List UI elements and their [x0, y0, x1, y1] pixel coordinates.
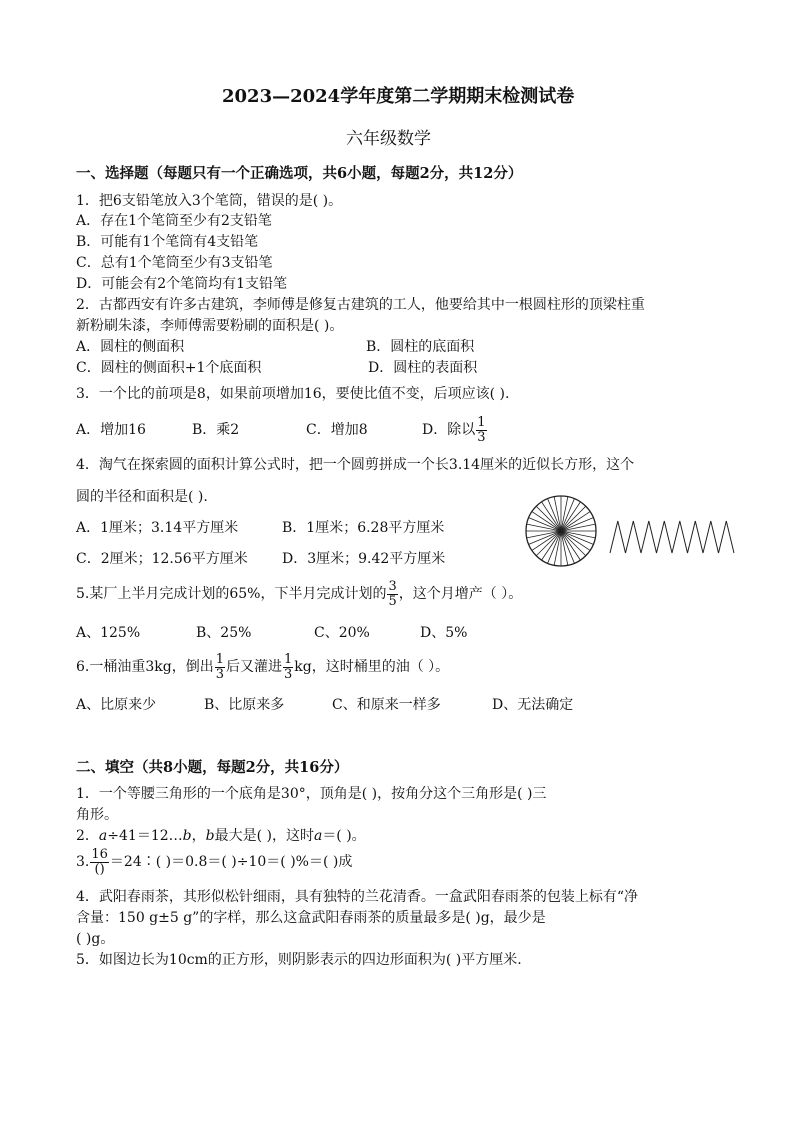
q6-fraction-2	[283, 653, 293, 682]
fill-q3	[76, 843, 352, 881]
q6-option-a: A、比原来少	[76, 697, 157, 713]
fill-q2-prefix: 2．	[76, 828, 99, 844]
q5-option-a: A、125%	[76, 625, 141, 641]
fill-q1-line2: 角形。	[76, 807, 118, 823]
fraction-numerator: 1	[284, 651, 293, 667]
fill-q2-comma: ，	[191, 828, 206, 844]
fraction-denominator: 3	[215, 666, 224, 682]
variable-b: b	[205, 828, 215, 844]
q5-fraction	[387, 580, 397, 609]
q1-option-c: C．总有1个笔筒至少有3支铅笔	[76, 255, 273, 271]
q4-option-c: C．2厘米；12.56平方厘米	[76, 551, 248, 567]
q3-option-d-prefix: D．除以	[422, 422, 476, 438]
q5-option-c: C、20%	[314, 625, 370, 641]
fill-q5: 5．如图边长为10cm的正方形，则阴影表示的四边形面积为( )平方厘米.	[76, 952, 522, 968]
q6-option-b: B、比原来多	[204, 697, 285, 713]
fill-q4-line1: 4．武阳春雨茶，其形似松针细雨，具有独特的兰花清香。一盒武阳春雨茶的包装上标有“净	[76, 889, 639, 905]
fraction-denominator: 5	[388, 593, 397, 609]
fraction-denominator: ()	[94, 861, 105, 877]
fill-q4-line2: 含量：150 g±5 g”的字样，那么这盒武阳春雨茶的质量最多是( )g，最少是	[76, 910, 546, 926]
fill-q4-line3: ( )g。	[76, 931, 115, 947]
fill-q3-rest: ＝24∶( )＝0.8＝( )÷10＝( )%＝( )成	[109, 854, 353, 870]
sector-line	[561, 531, 586, 556]
q5-option-d: D、5%	[420, 625, 468, 641]
q1-option-d: D．可能会有2个笔筒均有1支铅笔	[76, 276, 288, 292]
sector-line	[561, 506, 586, 531]
fraction-numerator: 1	[215, 651, 224, 667]
fraction-numerator: 3	[388, 578, 397, 594]
q4-stem-line1: 4．淘气在探索圆的面积计算公式时，把一个圆剪拼成一个长3.14厘米的近似长方形，这个	[76, 457, 635, 473]
q2-stem-line1: 2．古都西安有许多古建筑，李师傅是修复古建筑的工人，他要给其中一根圆柱形的顶梁柱重	[76, 297, 645, 313]
fraction-denominator: 3	[477, 429, 486, 445]
approx-rectangle-figure	[609, 520, 735, 554]
fill-q1-line1: 1．一个等腰三角形的一个底角是30°，顶角是( )，按角分这个三角形是( )三	[76, 786, 547, 802]
q3-option-d-fraction	[476, 416, 486, 445]
circle-sectors-figure	[524, 494, 598, 568]
exam-subtitle: 六年级数学	[346, 129, 431, 149]
q2-option-a: A．圆柱的侧面积	[76, 339, 185, 355]
fill-q3-fraction	[90, 848, 109, 877]
q6-stem	[76, 648, 449, 686]
fraction-numerator: 1	[477, 414, 486, 430]
variable-b: b	[182, 828, 192, 844]
fill-q2-expr: ÷41＝12…	[107, 828, 183, 844]
q3-option-a: A．增加16	[76, 422, 146, 438]
q2-option-c: C．圆柱的侧面积+1个底面积	[76, 360, 262, 376]
q6-stem-suffix: kg，这时桶里的油（ ）。	[294, 659, 450, 675]
q3-option-c: C．增加8	[306, 422, 368, 438]
q5-stem	[76, 575, 522, 613]
section2-heading: 二、填空（共8小题，每题2分，共16分）	[76, 759, 349, 776]
q6-option-c: C、和原来一样多	[332, 697, 441, 713]
fill-q2-text2: ＝( )。	[322, 828, 366, 844]
q1-option-b: B．可能有1个笔筒有4支铅笔	[76, 234, 259, 250]
sector-line	[536, 506, 561, 531]
q4-stem-line2: 圆的半径和面积是( ).	[76, 489, 208, 505]
fraction-numerator: 16	[91, 846, 108, 862]
q6-stem-mid: 后又灌进	[226, 659, 282, 675]
fill-q2-text1: 最大是( )，这时	[214, 828, 314, 844]
q3-stem: 3．一个比的前项是8，如果前项增加16，要使比值不变，后项应该( ).	[76, 386, 510, 402]
q1-stem: 1．把6支铅笔放入3个笔筒，错误的是( )。	[76, 193, 343, 209]
q4-option-b: B．1厘米；6.28平方厘米	[282, 520, 445, 536]
q5-option-b: B、25%	[196, 625, 252, 641]
variable-a: a	[313, 828, 323, 844]
q6-option-d: D、无法确定	[492, 697, 574, 713]
sector-line	[536, 531, 561, 556]
q5-stem-prefix: 5.某厂上半月完成计划的65%，下半月完成计划的	[76, 586, 387, 602]
q5-stem-suffix: ，这个月增产（ ）。	[398, 586, 523, 602]
section1-heading: 一、选择题（每题只有一个正确选项，共6小题，每题2分，共12分）	[76, 165, 523, 182]
variable-a: a	[98, 828, 108, 844]
exam-title: 2023—2024学年度第二学期期末检测试卷	[222, 86, 575, 107]
fraction-denominator: 3	[284, 666, 293, 682]
q4-option-d: D．3厘米；9.42平方厘米	[282, 551, 446, 567]
fill-q3-prefix: 3.	[76, 854, 90, 870]
q2-option-d: D．圆柱的表面积	[368, 360, 478, 376]
q2-stem-line2: 新粉刷朱漆，李师傅需要粉刷的面积是( )。	[76, 318, 344, 334]
q6-stem-prefix: 6.一桶油重3kg，倒出	[76, 659, 214, 675]
q1-option-a: A．存在1个笔筒至少有2支铅笔	[76, 213, 272, 229]
q3-option-b: B．乘2	[192, 422, 240, 438]
q3-option-d	[422, 411, 488, 449]
q4-option-a: A．1厘米；3.14平方厘米	[76, 520, 239, 536]
q2-option-b: B．圆柱的底面积	[366, 339, 475, 355]
q6-fraction-1	[215, 653, 225, 682]
